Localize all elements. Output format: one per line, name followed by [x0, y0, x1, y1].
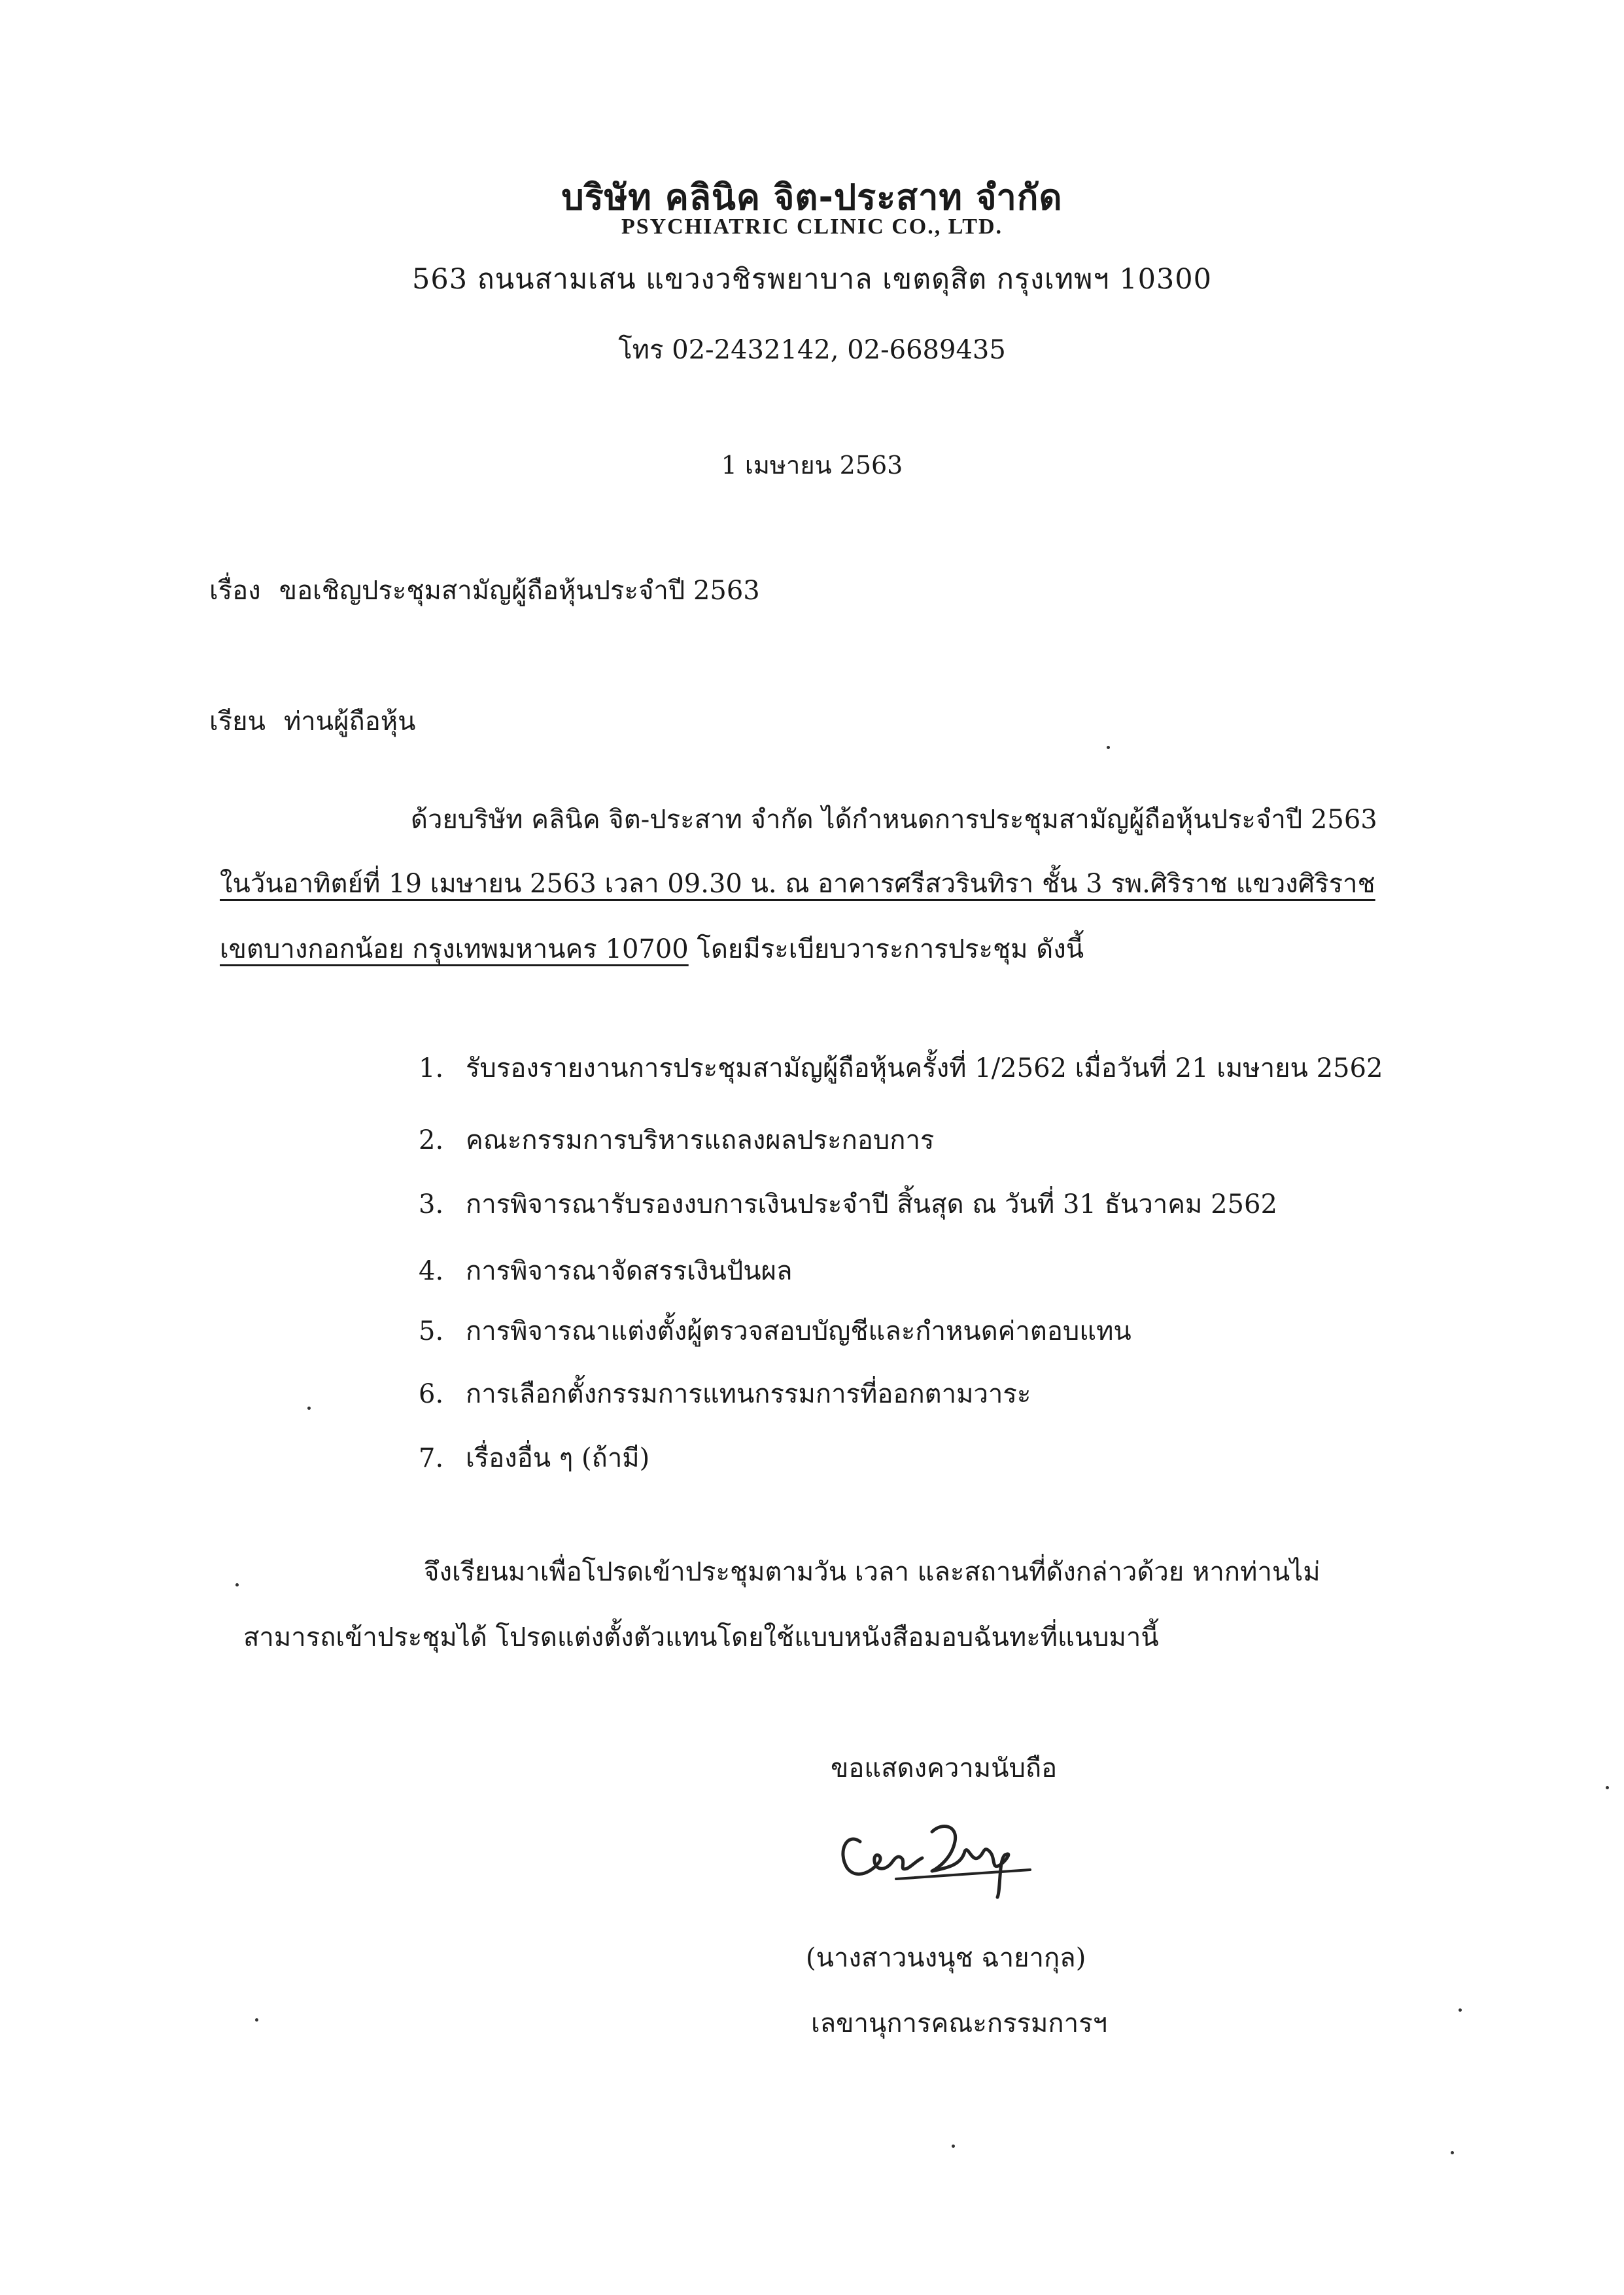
- company-address: 563 ถนนสามเสน แขวงวชิรพยาบาล เขตดุสิต กรุงเทพฯ 10300: [411, 263, 1213, 296]
- agenda-item-text: เรื่องอื่น ๆ (ถ้ามี): [466, 1443, 650, 1473]
- agenda-item-number: 2.: [419, 1125, 444, 1155]
- agenda-item-number: 1.: [419, 1053, 444, 1083]
- agenda-item: [419, 1373, 1031, 1414]
- agenda-item-number: 5.: [419, 1316, 444, 1346]
- company-name-thai: บริษัท คลินิค จิต-ประสาท จำกัด: [561, 177, 1063, 218]
- agenda-intro: โดยมีระเบียบวาระการประชุม ดังนี้: [688, 934, 1084, 964]
- body-paragraph-2-line-1: จึงเรียนมาเพื่อโปรดเข้าประชุมตามวัน เวลา และสถานที่ดังกล่าวด้วย หากท่านไม่: [424, 1557, 1321, 1587]
- agenda-item-text: รับรองรายงานการประชุมสามัญผู้ถือหุ้นครั้งที่ 1/2562 เมื่อวันที่ 21 เมษายน 2562: [466, 1053, 1383, 1083]
- agenda-item: [419, 1437, 649, 1479]
- subject-line: [209, 569, 760, 611]
- body-paragraph-1-line-2: ในวันอาทิตย์ที่ 19 เมษายน 2563 เวลา 09.30 น. ณ อาคารศรีสวรินทิรา ชั้น 3 รพ.ศิริราช แขวงศิริราช: [220, 869, 1375, 899]
- recipient-text: ท่านผู้ถือหุ้น: [283, 707, 416, 737]
- company-name-english: PSYCHIATRIC CLINIC CO., LTD.: [621, 215, 1003, 239]
- agenda-item-text: คณะกรรมการบริหารแถลงผลประกอบการ: [466, 1125, 935, 1155]
- meeting-location-underlined: เขตบางกอกน้อย กรุงเทพมหานคร 10700: [220, 934, 689, 964]
- agenda-item-number: 4.: [419, 1256, 444, 1286]
- agenda-item-number: 6.: [419, 1379, 444, 1409]
- agenda-item: [419, 1047, 1383, 1089]
- agenda-item: [419, 1250, 793, 1291]
- body-paragraph-2-line-2: สามารถเข้าประชุมได้ โปรดแต่งตั้งตัวแทนโดยใช้แบบหนังสือมอบฉันทะที่แนบมานี้: [243, 1622, 1159, 1653]
- scan-speck: [1606, 1786, 1609, 1789]
- closing-phrase: ขอแสดงความนับถือ: [831, 1753, 1058, 1783]
- agenda-item-text: การพิจารณารับรองงบการเงินประจำปี สิ้นสุด ณ วันที่ 31 ธันวาคม 2562: [466, 1189, 1277, 1219]
- recipient-line: [209, 700, 416, 742]
- agenda-item: [419, 1310, 1132, 1352]
- agenda-item: [419, 1183, 1277, 1225]
- scan-speck: [952, 2145, 955, 2148]
- subject-text: ขอเชิญประชุมสามัญผู้ถือหุ้นประจำปี 2563: [279, 576, 760, 606]
- body-paragraph-1-line-3: [220, 928, 1084, 970]
- agenda-item-number: 3.: [419, 1189, 444, 1219]
- agenda-item-number: 7.: [419, 1443, 444, 1473]
- scan-speck: [1107, 746, 1110, 749]
- scan-speck: [307, 1407, 311, 1410]
- agenda-item-text: การพิจารณาแต่งตั้งผู้ตรวจสอบบัญชีและกำหนดค่าตอบแทน: [466, 1316, 1132, 1346]
- scan-speck: [1451, 2151, 1454, 2154]
- scan-speck: [1459, 2008, 1462, 2012]
- agenda-item-text: การพิจารณาจัดสรรเงินปันผล: [466, 1256, 793, 1286]
- signer-name: (นางสาวนงนุช ฉายากุล): [806, 1943, 1086, 1973]
- company-phone: โทร 02-2432142, 02-6689435: [618, 335, 1006, 365]
- scan-speck: [235, 1583, 239, 1586]
- agenda-item-text: การเลือกตั้งกรรมการแทนกรรมการที่ออกตามวาระ: [466, 1379, 1031, 1409]
- body-paragraph-1-line-1: ด้วยบริษัท คลินิค จิต-ประสาท จำกัด ได้กำหนดการประชุมสามัญผู้ถือหุ้นประจำปี 2563: [411, 805, 1377, 835]
- agenda-item: [419, 1119, 934, 1161]
- letter-date: 1 เมษายน 2563: [721, 451, 903, 480]
- signer-title: เลขานุการคณะกรรมการฯ: [811, 2008, 1108, 2039]
- subject-label: เรื่อง: [209, 576, 261, 606]
- scan-speck: [255, 2018, 258, 2022]
- handwritten-signature: [834, 1806, 1037, 1904]
- recipient-label: เรียน: [209, 707, 266, 737]
